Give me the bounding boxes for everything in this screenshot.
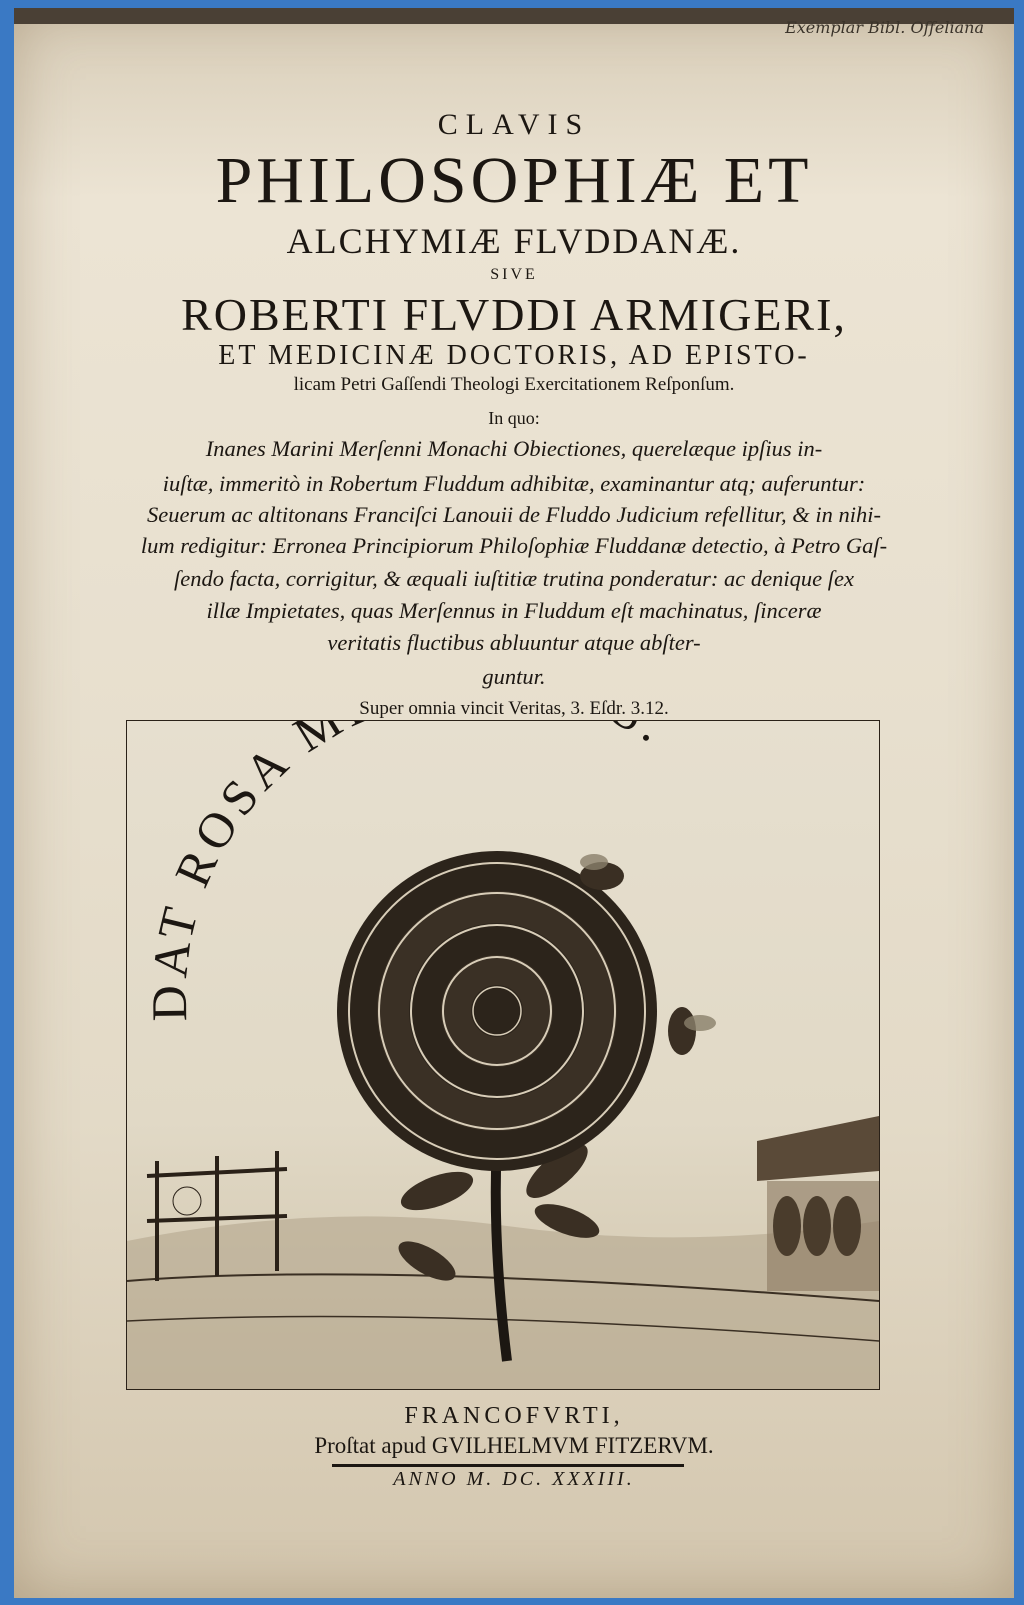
engraving-illustration <box>127 721 879 1389</box>
body-line: veritatis fluctibus abluuntur atque abſter- <box>327 630 701 655</box>
title-line-sive: SIVE <box>490 266 538 283</box>
body-line: Inanes Marini Merſenni Monachi Obiectiones, querelæque ipſius in- <box>205 436 823 461</box>
title-line-medicinae: ET MEDICINÆ DOCTORIS, AD EPISTO- <box>218 340 810 371</box>
body-line: illæ Impietates, quas Merſennus in Fluddum eſt machinatus, ſinceræ <box>206 598 822 623</box>
handwritten-note: Exemplar Bibl. Offeliana <box>785 18 984 37</box>
title-line-clavis: CLAVIS <box>437 108 591 141</box>
title-page <box>14 8 1014 1598</box>
body-line: Seuerum ac altitonans Franciſci Lanouii de Fluddo Judicium refellitur, & in nihi- <box>146 502 882 527</box>
engraving-motto: DAT ROSA M . <box>140 721 680 1022</box>
bee-upper <box>580 854 624 890</box>
bee-right <box>668 1007 716 1055</box>
title-line-licam: licam Petri Gaſſendi Theologi Exercitationem Reſponſum. <box>293 374 735 395</box>
imprint-rule <box>332 1464 684 1467</box>
imprint-place: FRANCOFVRTI, <box>404 1403 624 1429</box>
title-line-roberti: ROBERTI FLVDDI ARMIGERI, <box>181 289 847 340</box>
body-line: ſendo facta, corrigitur, & æquali iuſtitiæ trutina ponderatur: ac denique ſex <box>174 566 854 591</box>
title-line-philosophiae: PHILOSOPHIÆ ET <box>215 144 813 217</box>
title-line-in-quo: In quo: <box>488 408 540 428</box>
imprint-year: ANNO M. DC. XXXIII. <box>393 1468 635 1490</box>
title-line-alchymiae: ALCHYMIÆ FLVDDANÆ. <box>286 221 742 261</box>
body-line: guntur. <box>482 664 546 689</box>
imprint-publisher: Proſtat apud GVILHELMVM FITZERVM. <box>314 1433 714 1458</box>
rose-flower <box>337 851 657 1171</box>
body-line: iuſtæ, immeritò in Robertum Fluddum adhibitæ, examinantur atq; auferuntur: <box>162 471 866 496</box>
epigraph: Super omnia vincit Veritas, 3. Eſdr. 3.12. <box>359 698 669 719</box>
body-line: lum redigitur: Erronea Principiorum Philoſophiæ Fluddanæ detectio, à Petro Gaſ- <box>140 533 888 558</box>
rose-engraving <box>126 720 880 1390</box>
beehive-shed <box>757 1116 879 1291</box>
